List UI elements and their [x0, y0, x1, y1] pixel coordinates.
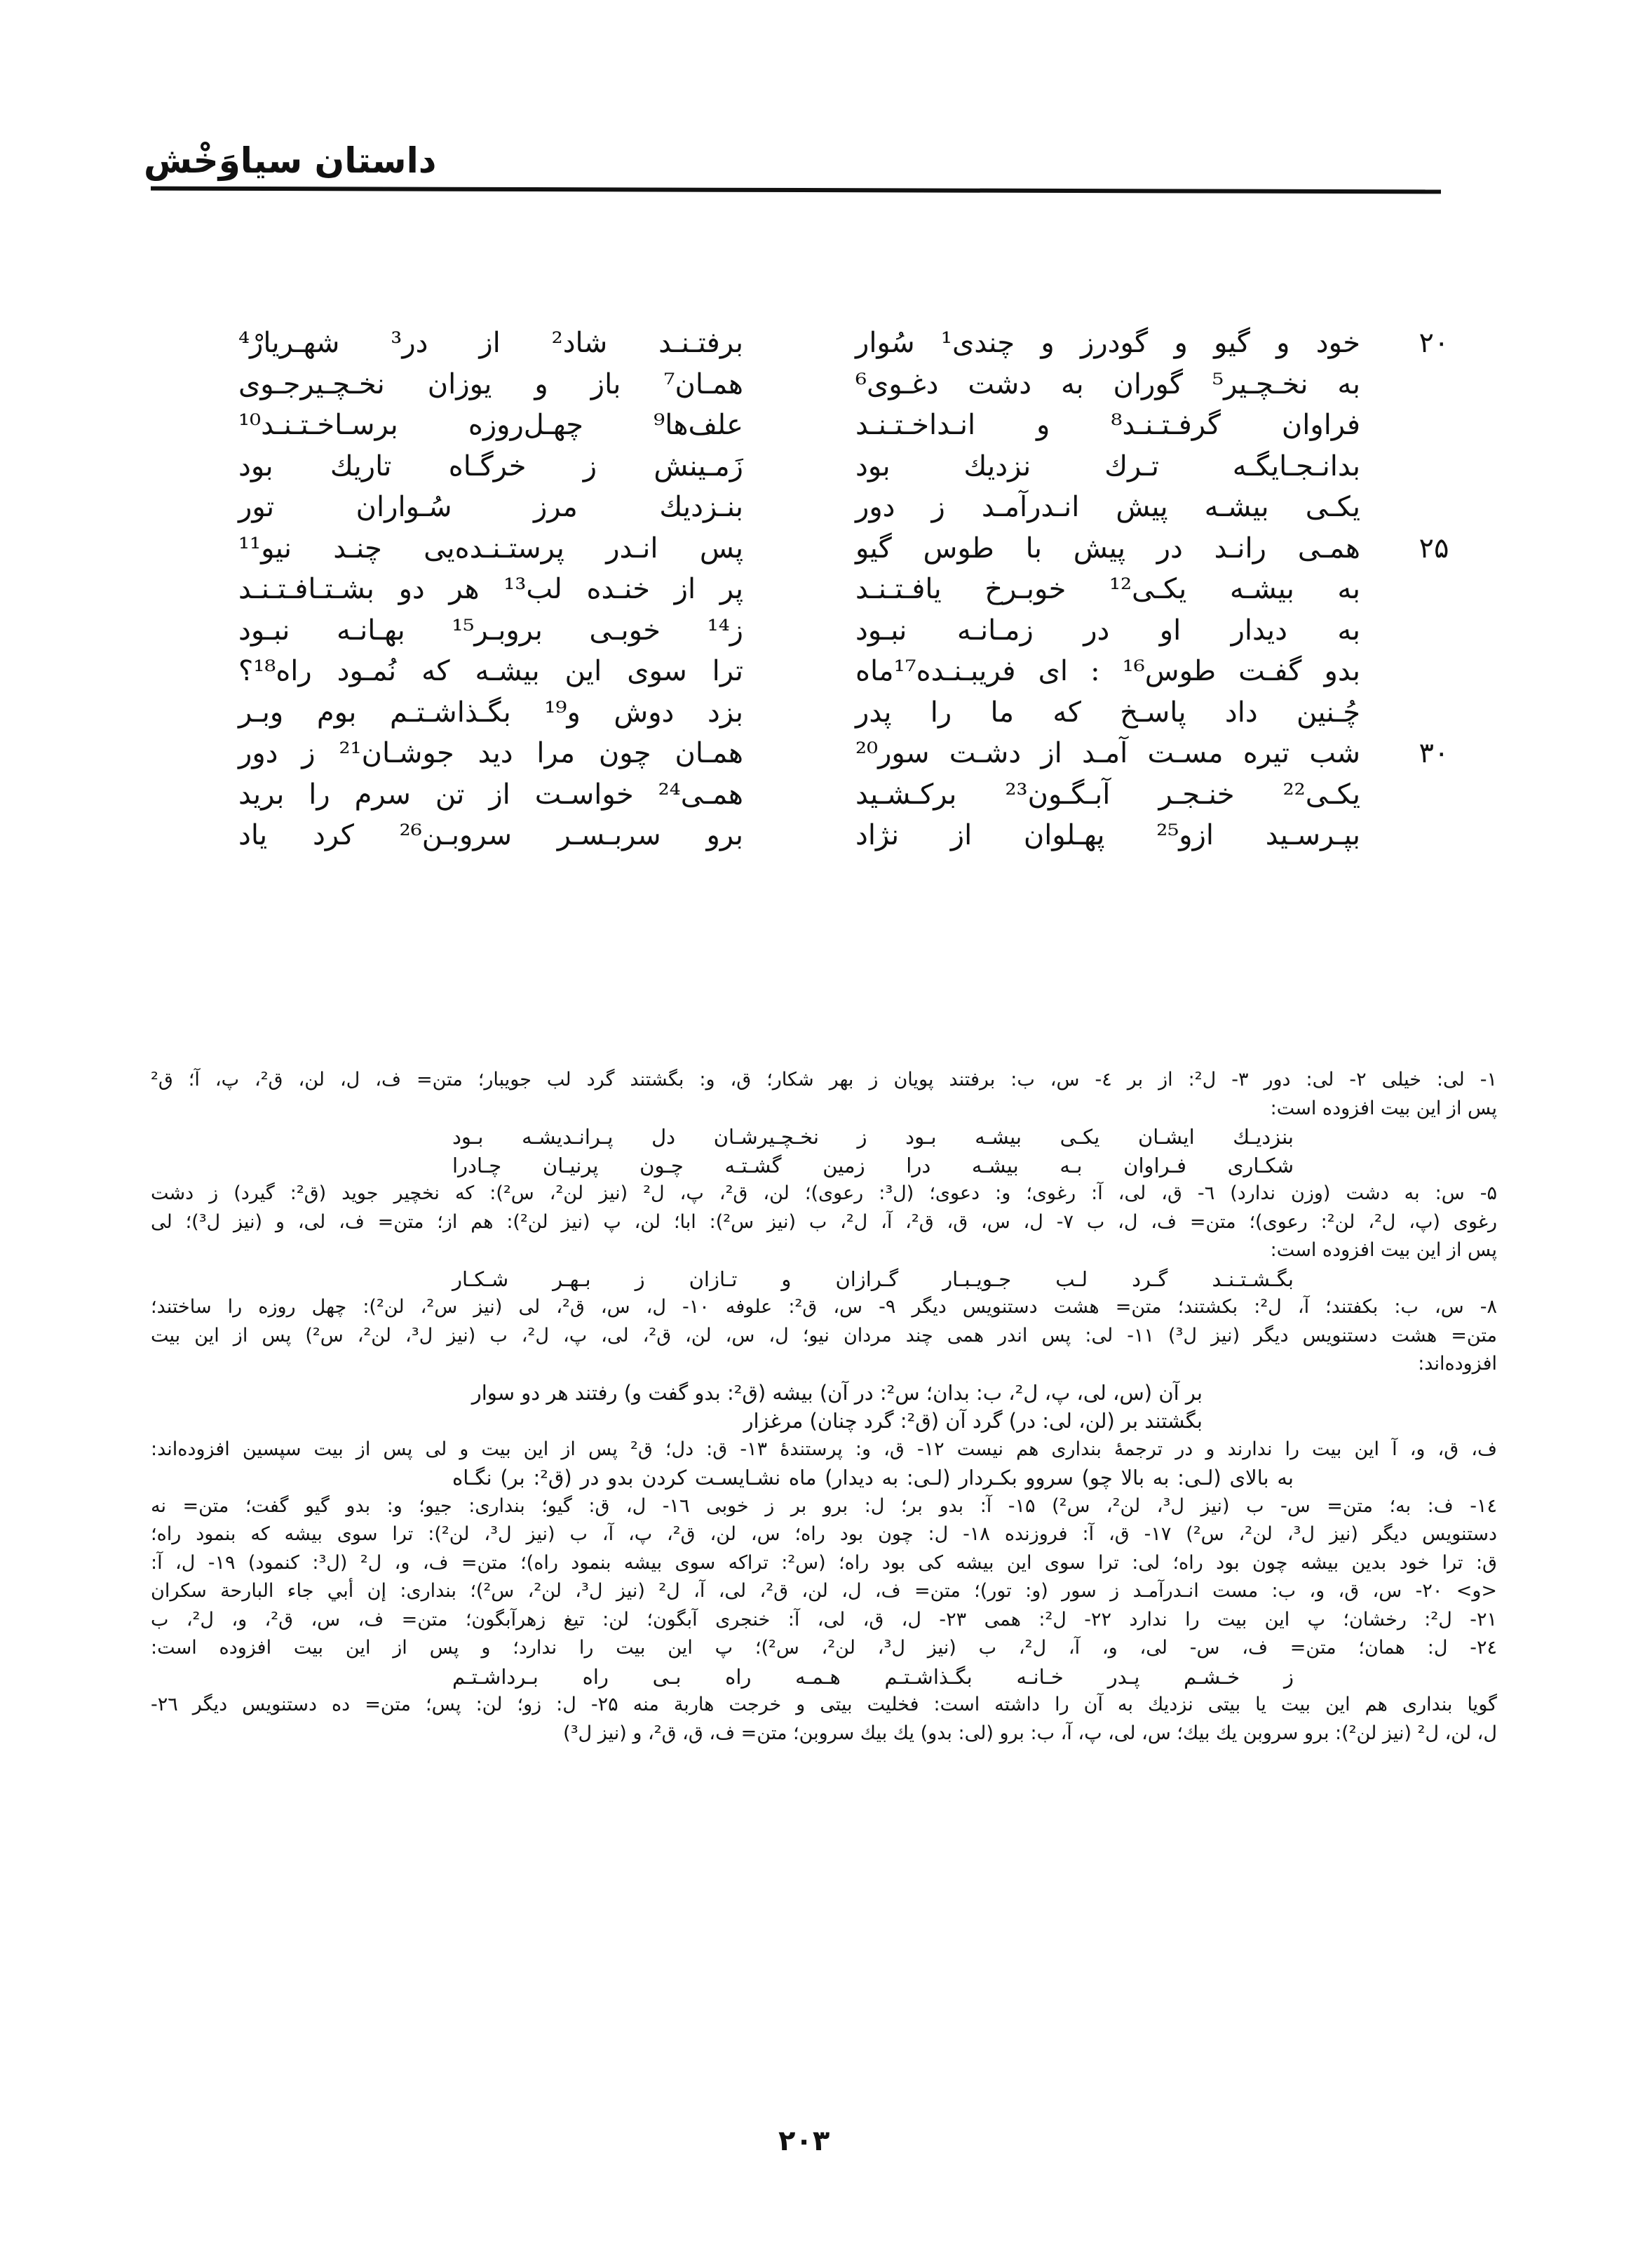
verse-number: ۲۰: [1419, 327, 1449, 359]
hemistich-left: علف‌ها⁹ چهـل‌روزه برسـاخـتـنـد¹⁰: [238, 409, 743, 441]
hemistich-left: برفتـنـد شاد² از در³ شهـریارْ⁴: [238, 327, 743, 359]
hemistich-right: بدو گفـت طوس¹⁶ : ای فریبـنـده¹⁷ماه: [855, 655, 1360, 687]
verse-number: ۳۰: [1419, 737, 1449, 769]
hemistich-right: چُـنین داد پاسـخ که ما را پدر: [855, 696, 1360, 729]
footnote-line: پس از این بیت افزوده است:: [1270, 1239, 1497, 1261]
verse-block: [238, 323, 1449, 856]
hemistich-right: بدانـجـایگـه تـرك نزدیك بود: [855, 450, 1360, 482]
footnote-line: ۱- لی: خیلی ۲- لی: دور ۳- ل²: از بر ٤- س، ب: برفتند پویان ز بهر شکار؛ ق، و: بگشتند گرد لب جویبار؛ متن= ف، ل، لن، ق²، پ، آ؛ ق²: [151, 1069, 1497, 1091]
verse-row: [238, 610, 1430, 652]
footnote-line: ۸- س، ب: بکفتند؛ آ، ل²: بکشتند؛ متن= هشت دستنویس دیگر ۹- س، ق²: علوفه ۱۰- ل، س، ق²، لی (نیز س²، لن²): چهل روزه را ساختند؛: [151, 1296, 1498, 1318]
footnote-verse: بگـشـتـنـد گـرد لـب جـویـبـار گـرازان و تـازان ز بـهـر شـکـار: [452, 1267, 1294, 1291]
verse-row: [238, 733, 1449, 774]
hemistich-right: بپـرسـید ازو²⁵ پهـلوان از نژاد: [855, 819, 1360, 851]
hemistich-left: همـان چون مرا دید جوشـان²¹ ز دور: [238, 737, 743, 769]
verse-row: [238, 815, 1430, 856]
page-number: ۲۰۳: [778, 2125, 830, 2157]
hemistich-right: خود و گیو و گودرز و چندی¹ سُوار: [855, 327, 1360, 359]
verse-row: [238, 487, 1430, 528]
verse-row: [238, 569, 1430, 610]
hemistich-left: پر از خنـده لب¹³ هر دو بشـتـافـتـنـد: [238, 573, 743, 605]
hemistich-right: یکـی²² خنـجـر آبـگـون²³ برکـشـید: [855, 778, 1360, 811]
hemistich-left: ز¹⁴ خوبـی بروبـر¹⁵ بهـانـه نبـود: [238, 614, 743, 647]
hemistich-left: پس انـدر پرستـنـده‌یی چنـد نیو¹¹: [238, 532, 743, 565]
hemistich-left: همـی²⁴ خواسـت از تن سرم را برید: [238, 778, 743, 811]
hemistich-right: همـی رانـد در پیش با طوس گیو: [855, 532, 1360, 565]
verse-row: [238, 323, 1449, 364]
hemistich-left: همـان⁷ باز و یوزان نخـچـیرجـوی: [238, 367, 743, 400]
verse-row: [238, 405, 1430, 446]
footnote-line: ف، ق، و، آ این بیت را ندارند و در ترجمهٔ بنداری هم نیست ۱۲- ق، و: پرستندهٔ ۱۳- ق: دل؛ ق² پس از این بیت و لی پس از بیت سپسین افزوده‌اند:: [151, 1438, 1497, 1460]
verse-row: [238, 692, 1430, 734]
footnote-line: پس از این بیت افزوده است:: [1270, 1097, 1497, 1119]
footnote-line: ۱٤- ف: به؛ متن= س- ب (نیز ل³، لن²، س²) ۱۵- آ: بدو بر؛ ل: برو بر ز خوبی ۱٦- ل، ق: گیو؛ بنداری: جیو؛ و: بدو گیو گفت؛ متن= نه: [151, 1494, 1497, 1517]
footnote-line: گویا بنداری هم این بیت یا بیتی نزدیك به آن را داشته است: فخلیت بیتی و خرجت هاربة منه ۲۵- ل: زو؛ لن: پس؛ متن= ده دستنویس دیگر ۲٦-: [151, 1694, 1497, 1715]
verse-row: [238, 651, 1430, 692]
footnote-verse: بنزدیـك ایشـان یکـی بیشـه بـود ز نخـچـیرشـان دل پـرانـدیشـه بـود: [452, 1125, 1294, 1149]
footnote-line: افزوده‌اند:: [1418, 1353, 1497, 1375]
running-title: داستان سیاوَخْش: [144, 140, 437, 181]
footnote-line: ۲۱- ل²: رخشان؛ پ این بیت را ندارد ۲۲- ل²: همی ۲۳- ل، ق، لی، آ: خنجری آبگون؛ لن: تیغ زهرآبگون؛ متن= ف، س، ق²، و، ل²، ب: [151, 1608, 1497, 1631]
hemistich-left: ترا سوی این بیشـه که نُمـود راه¹⁸؟: [238, 655, 743, 687]
hemistich-left: بزد دوش و¹⁹ بگـذاشـتـم بوم وبـر: [238, 696, 744, 729]
footnote-line: ۲٤- ل: همان؛ متن= ف، س- لی، و، آ، ل²، ب (نیز ل³، لن²، س²)؛ پ این بیت را ندارد؛ و پس از این بیت افزوده است:: [151, 1637, 1498, 1659]
verse-row: [238, 446, 1430, 487]
footnotes: [151, 1066, 1497, 1748]
verse-number: ۲۵: [1419, 532, 1449, 565]
footnote-verse: ز خـشـم پـدر خـانـه بگـذاشـتـم هـمـه راه بـی راه بـرداشـتـم: [452, 1664, 1294, 1689]
footnote-verse: شکـاری فـراوان بـه بیشـه درا زمین گشـتـه چـون پرنیـان چـادرا: [452, 1153, 1294, 1177]
footnote-verse: به بالای (لـی: به بالا چو) سروو بکـردار (لـی: به دیدار) ماه نشـایسـت کردن بدو در (ق²: بر) نگـاه: [452, 1466, 1294, 1490]
footnote-line: ل، لن، ل² (نیز لن²): برو سروبن یك بیك؛ س، لی، پ، آ، ب: برو (لی: بدو) یك بیك سروبن؛ متن= ف، ق، ق²، و (نیز ل³): [563, 1722, 1497, 1744]
hemistich-right: یکـی بیشـه پیش انـدرآمـد ز دور: [855, 491, 1360, 523]
hemistich-right: شب تیره مسـت آمـد از دشـت سور²⁰: [855, 737, 1360, 769]
footnote-line: <و> ۲۰- س، ق، و، ب: مست انـدرآمـد ز سور (و: تور)؛ متن= ف، ل، لن، ق²، لی، آ، ل² (نیز ل³، لن²، س²)؛ بنداری: إن أبي جاء البارحة سکران: [151, 1580, 1498, 1602]
footnote-line: ۵- س: به دشت (وزن ندارد) ٦- ق، لی، آ: رغوی؛ و: دعوی؛ (ل³: رعوی)؛ لن، ق²، پ، ل² (نیز لن²، س²): که نخچیر جوید (ق²: گیرد) ز دشت: [151, 1182, 1498, 1204]
footnote-line: ق: ترا خود بدین بیشه چون بود راه؛ لی: ترا سوی این بیشه کی بود راه؛ (س²: تراکه سوی بیشه بنمود راه)؛ متن= ف، و، ل² (ل³: کنمود) ۱۹- ل، آ:: [151, 1551, 1498, 1574]
footnote-line: رغوی (پ، ل²، لن²: رعوی)؛ متن= ف، ل، ب ۷- ل، س، ق، ق²، آ، ل²، ب (نیز س²): ابا؛ لن، پ (نیز لن²): هم از؛ متن= ف، لی، و (نیز ل³)؛ لی: [151, 1210, 1497, 1233]
hemistich-left: زَمـینش ز خرگـاه تاریك بود: [238, 450, 743, 482]
footnote-line: متن= هشت دستنویس دیگر (نیز ل³) ۱۱- لی: پس اندر همی چند مردان نیو؛ ل، س، لن، ق²، لی، پ، ل²، ب (نیز ل³، لن²، س²) پس از این بیت: [151, 1324, 1498, 1346]
verse-row: [238, 528, 1449, 569]
header-rule: [151, 187, 1441, 194]
hemistich-right: به دیدار او در زمـانـه نبـود: [855, 614, 1360, 647]
footnote-verse: بر آن (س، لی، پ، ل²، ب: بدان؛ س²: در آن) بیشه (ق²: بدو گفت و) رفتند هر دو سوار: [471, 1380, 1203, 1405]
hemistich-right: فراوان گرفـتـنـد⁸ و انـداخـتـنـد: [855, 409, 1360, 441]
footnote-line: دستنویس دیگر (نیز ل³، لن²، س²) ۱۷- ق، آ: فروزنده ۱۸- ل: چون بود راه؛ س، لن، ق²، پ، آ، ب (نیز ل³، لن²): ترا سوی بیشه که بنمود راه؛: [151, 1523, 1497, 1545]
verse-row: [238, 774, 1430, 816]
hemistich-left: برو سربـسـر سروبـن²⁶ کرد یاد: [238, 819, 743, 851]
verse-row: [238, 364, 1430, 405]
hemistich-right: به نخـچـیر⁵ گوران به دشت دغـوی⁶: [855, 367, 1360, 400]
footnote-verse: بگشتند بر (لن، لی: در) گرد آن (ق²: گرد چنان) مرغزار: [743, 1409, 1203, 1433]
hemistich-right: به بیشـه یکـی¹² خوبـرخ یافـتـنـد: [855, 573, 1360, 605]
hemistich-left: بنـزدیك مرز سُـواران تور: [238, 491, 743, 523]
